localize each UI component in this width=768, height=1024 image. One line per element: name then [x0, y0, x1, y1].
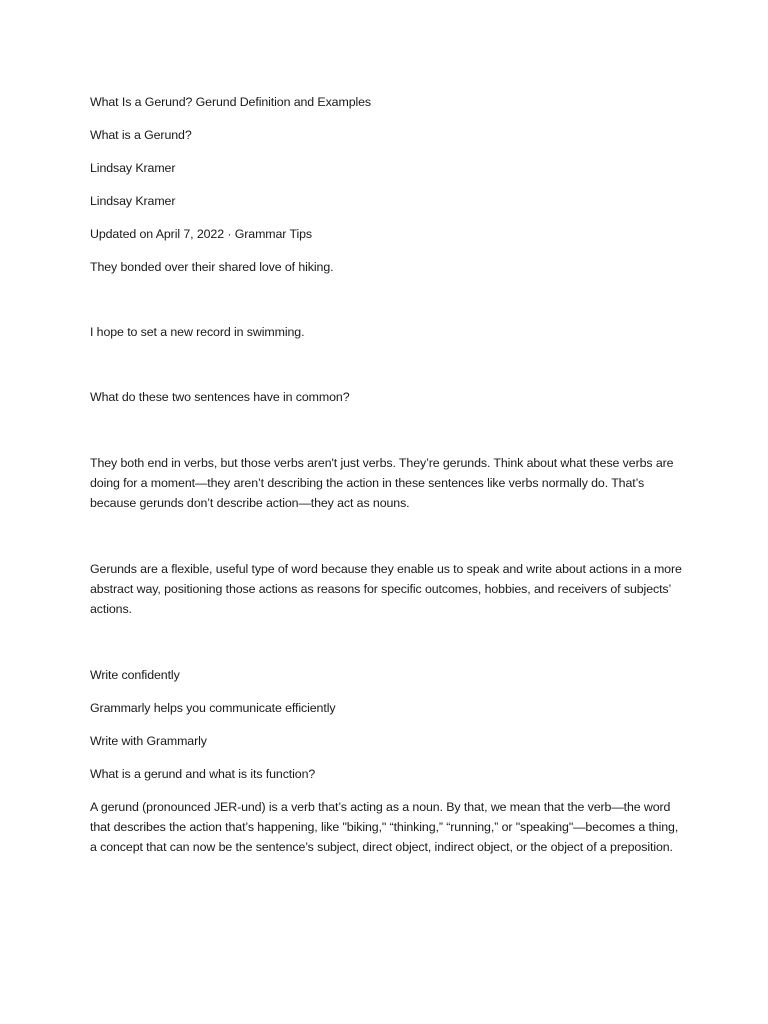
- question-paragraph: What do these two sentences have in common?: [90, 390, 350, 404]
- gerund-usefulness-paragraph: Gerunds are a flexible, useful type of word because they enable us to speak and write about actions in a more abstract way, positioning those actions as reasons for specific outcomes, hobbies, and receivers of subjects’ actions.: [90, 562, 682, 616]
- promo-heading: Write confidently: [90, 668, 180, 682]
- example-sentence-2: I hope to set a new record in swimming.: [90, 325, 305, 339]
- updated-date-category: Updated on April 7, 2022 · Grammar Tips: [90, 227, 312, 241]
- author-name: Lindsay Kramer: [90, 161, 176, 175]
- promo-call-to-action: Write with Grammarly: [90, 734, 207, 748]
- article-title: What Is a Gerund? Gerund Definition and Examples: [90, 95, 372, 109]
- section-heading: What is a Gerund?: [90, 128, 192, 142]
- function-heading: What is a gerund and what is its function?: [90, 767, 316, 781]
- example-sentence-1: They bonded over their shared love of hiking.: [90, 260, 334, 274]
- definition-paragraph: A gerund (pronounced JER-und) is a verb that’s acting as a noun. By that, we mean that the verb—the word that describes the action that’s happening, like "biking," “thinking,” “running,” or "speaking"—becomes a thing, a concept that can now be the sentence’s subject, direct object, indirect object, or the object of a preposition.: [90, 800, 679, 854]
- promo-text: Grammarly helps you communicate efficiently: [90, 701, 336, 715]
- author-name-repeat: Lindsay Kramer: [90, 194, 176, 208]
- document-body: [90, 92, 682, 857]
- explanation-paragraph: They both end in verbs, but those verbs aren't just verbs. They’re gerunds. Think about what these verbs are doing for a moment—they aren’t describing the action in these sentences like verbs normally do. That’s because gerunds don’t describe action—they act as nouns.: [90, 456, 674, 510]
